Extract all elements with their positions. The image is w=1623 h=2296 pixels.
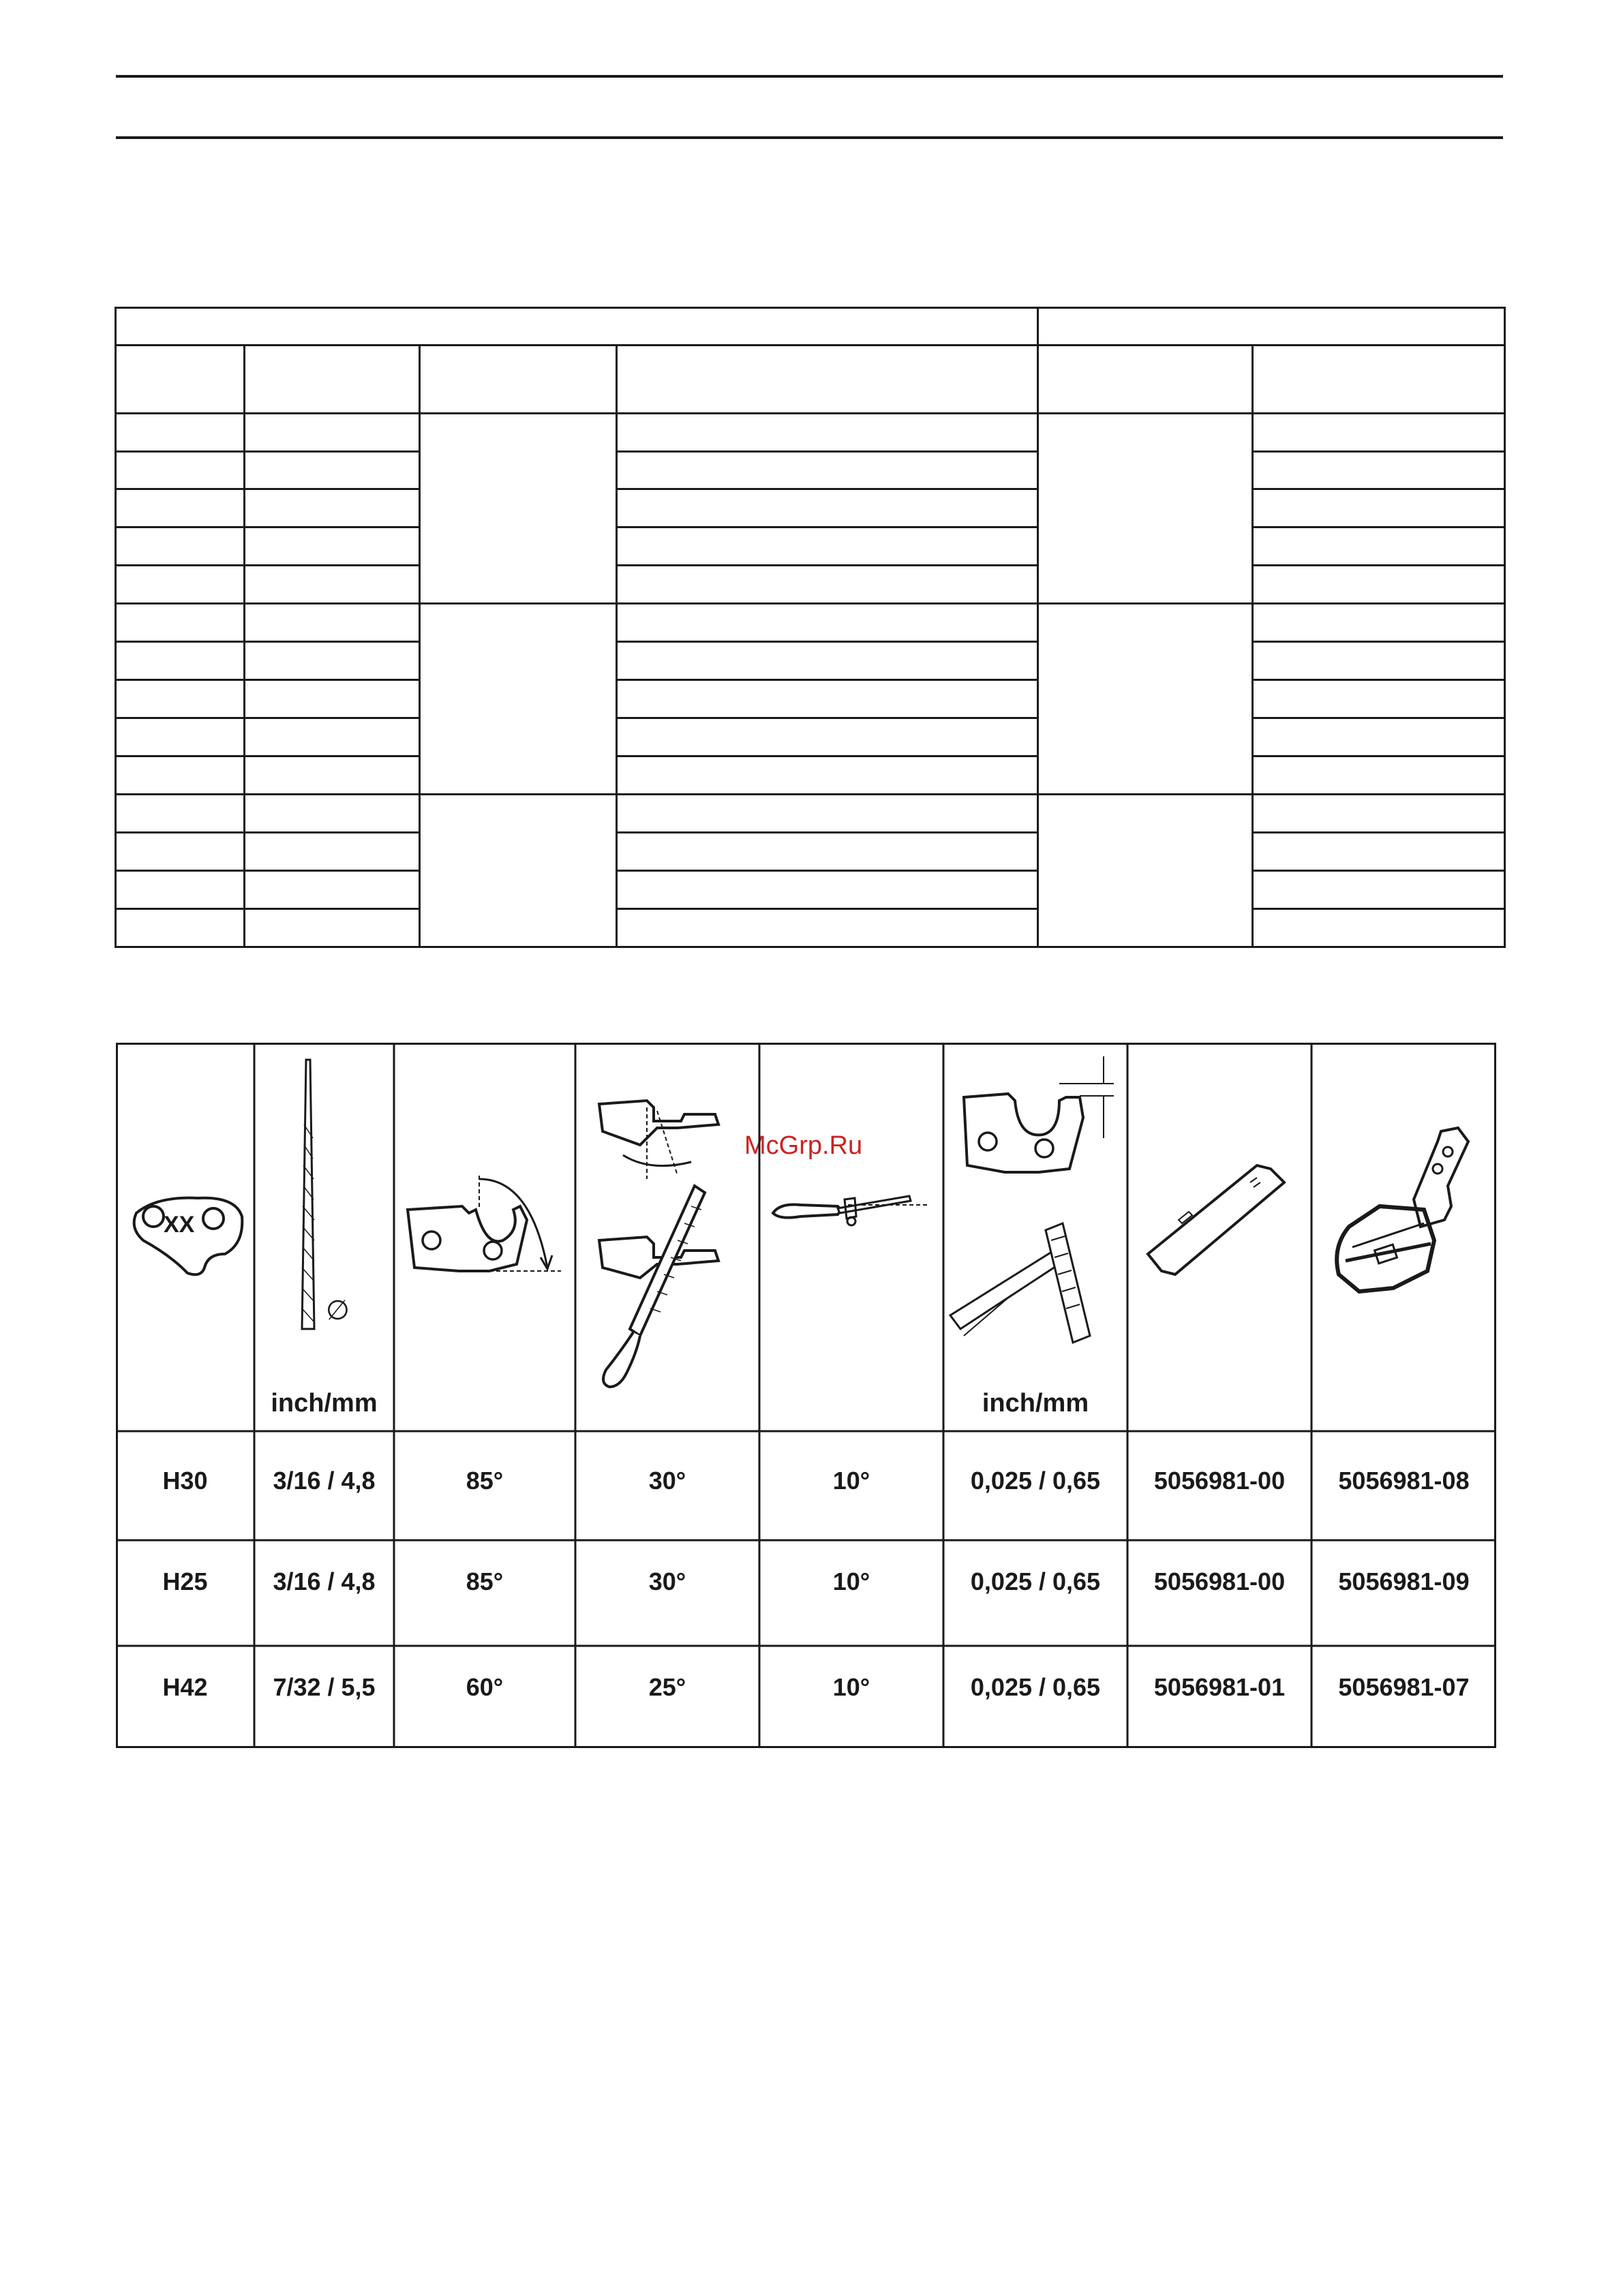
row-line <box>617 717 1038 719</box>
row-line <box>1253 870 1505 872</box>
tilt-angle-icon <box>759 1043 943 1431</box>
col-line <box>1252 344 1254 948</box>
gauge-part-number: 5056981-00 <box>1153 1467 1286 1495</box>
row-line <box>617 908 1038 910</box>
row-line <box>617 526 1038 528</box>
row-line <box>617 831 1038 833</box>
row-line <box>1253 564 1505 566</box>
col-line <box>115 307 117 948</box>
filing-angle: 30° <box>648 1467 686 1495</box>
table-row <box>116 1431 1496 1540</box>
row-line <box>115 641 420 643</box>
depth-gauge-setting-icon <box>943 1043 1127 1431</box>
row-line <box>1253 450 1505 453</box>
row-line <box>115 870 420 872</box>
row-line <box>617 488 1038 490</box>
row-line <box>617 870 1038 872</box>
depth-gauge: 0,025 / 0,65 <box>970 1567 1101 1595</box>
table-row <box>116 1646 1496 1748</box>
col-line <box>1504 307 1506 948</box>
row-line <box>1253 717 1505 719</box>
row-line <box>115 564 420 566</box>
row-line <box>1253 641 1505 643</box>
row-line <box>617 641 1038 643</box>
header-file-guide-holder <box>1311 1043 1496 1431</box>
file-guide-holder-icon <box>1311 1043 1496 1431</box>
row-line <box>115 755 420 757</box>
holder-part-number: 5056981-08 <box>1338 1467 1470 1495</box>
file-size: 3/16 / 4,8 <box>273 1467 376 1495</box>
depth-gauge: 0,025 / 0,65 <box>970 1467 1101 1495</box>
tilt-angle: 10° <box>832 1467 870 1495</box>
depth-gauge-tool-icon <box>1127 1043 1311 1431</box>
header-round-file <box>254 1043 394 1431</box>
empty-specification-table <box>0 0 1623 954</box>
gauge-part-number: 5056981-00 <box>1153 1567 1286 1595</box>
tilt-angle: 10° <box>832 1673 870 1701</box>
filing-angle-icon <box>575 1043 759 1431</box>
upper-table-bottom-border <box>115 946 1505 948</box>
row-line <box>1253 908 1505 910</box>
diameter-symbol: ∅ <box>326 1296 350 1326</box>
table-row <box>116 1540 1496 1646</box>
depth-unit-label: inch/mm <box>982 1389 1089 1418</box>
watermark: McGrp.Ru <box>744 1131 863 1160</box>
row-line <box>115 450 420 453</box>
header-top-plate-angle <box>394 1043 575 1431</box>
col-line <box>616 344 618 948</box>
row-line <box>617 679 1038 681</box>
col-line <box>419 344 421 948</box>
top-plate-angle: 60° <box>466 1673 504 1701</box>
col-line <box>1037 307 1039 948</box>
row-line <box>1253 831 1505 833</box>
row-line <box>617 564 1038 566</box>
header-drive-link-marking <box>116 1043 254 1431</box>
chain-type: H25 <box>162 1567 208 1595</box>
top-plate-angle: 85° <box>466 1467 504 1495</box>
file-size: 7/32 / 5,5 <box>273 1673 376 1701</box>
chain-type: H42 <box>162 1673 208 1701</box>
row-line <box>617 450 1038 453</box>
chain-type: H30 <box>162 1467 208 1495</box>
top-plate-angle: 85° <box>466 1567 504 1595</box>
marking-text: XX <box>164 1212 195 1238</box>
header-filing-angle <box>575 1043 759 1431</box>
tilt-angle: 10° <box>832 1567 870 1595</box>
holder-part-number: 5056981-07 <box>1338 1673 1470 1701</box>
col-line <box>243 344 245 948</box>
header-depth-gauge-tool <box>1127 1043 1311 1431</box>
sharpening-table <box>116 1043 1496 1748</box>
file-size: 3/16 / 4,8 <box>273 1567 376 1595</box>
row-line <box>115 488 420 490</box>
row-line <box>115 679 420 681</box>
row-line <box>1253 679 1505 681</box>
header-tilt-angle <box>759 1043 943 1431</box>
round-file-icon <box>254 1043 394 1431</box>
upper-table-header-bottom <box>115 412 1505 414</box>
file-unit-label: inch/mm <box>271 1389 378 1418</box>
row-line <box>115 526 420 528</box>
filing-angle: 30° <box>648 1567 686 1595</box>
row-line <box>115 908 420 910</box>
group-line <box>115 793 1505 795</box>
row-line <box>115 717 420 719</box>
row-line <box>617 755 1038 757</box>
top-plate-angle-icon <box>394 1043 575 1431</box>
row-line <box>115 831 420 833</box>
row-line <box>1253 755 1505 757</box>
upper-table-subheader-line <box>115 344 1505 346</box>
filing-angle: 25° <box>648 1673 686 1701</box>
row-line <box>1253 526 1505 528</box>
gauge-part-number: 5056981-01 <box>1153 1673 1286 1701</box>
holder-part-number: 5056981-09 <box>1338 1567 1470 1595</box>
group-line <box>115 602 1505 604</box>
row-line <box>1253 488 1505 490</box>
header-depth-gauge-setting <box>943 1043 1127 1431</box>
depth-gauge: 0,025 / 0,65 <box>970 1673 1101 1701</box>
upper-table-top-border <box>115 307 1505 309</box>
